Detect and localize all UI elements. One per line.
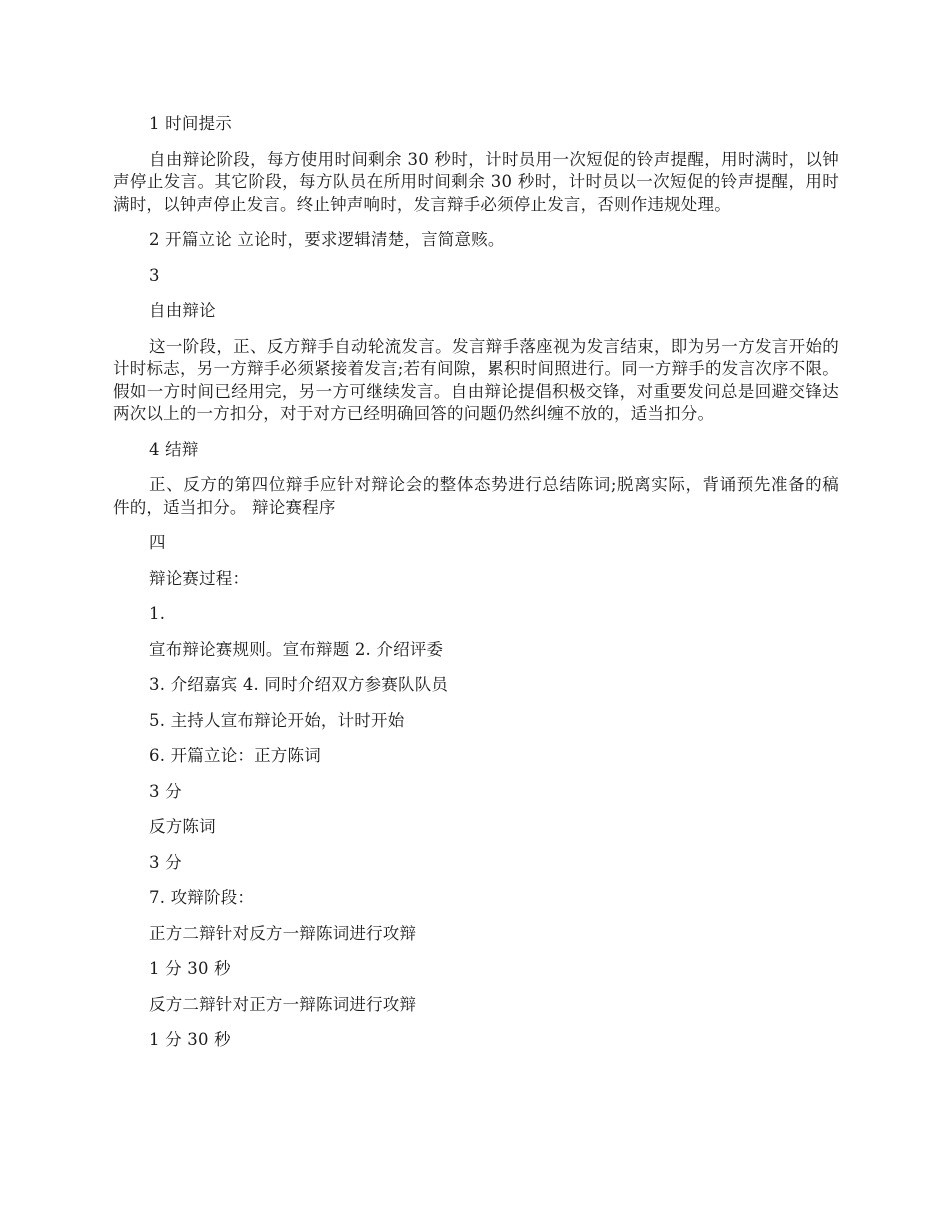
section-number-3: 3 [149, 265, 160, 285]
list-item-negative-second: 反方二辩针对正方一辩陈词进行攻辩 [149, 994, 417, 1014]
list-item-negative-statement: 反方陈词 [149, 817, 216, 836]
list-item-host-start: 5. 主持人宣布辩论开始，计时开始 [149, 710, 405, 730]
paragraph-free-debate-rules: 这一阶段，正、反方辩手自动轮流发言。发言辩手落座视为发言结束，即为另一方发言开始的计时标志，另一方辩手必须紧接着发言;若有间隙，累积时间照进行。同一方辩手的发言次序不限。假如一方时间已经用完，另一方可继续发言。自由辩论提倡积极交锋，对重要发问总是回避交锋达两次以上的一方扣分，对于对方已经明确回答的问题仍然纠缠不放的，适当扣分。 [113, 336, 839, 423]
section-number-4: 四 [149, 533, 166, 552]
list-item-opening-affirmative: 6. 开篇立论：正方陈词 [149, 746, 321, 765]
list-item-cross-examination: 7. 攻辩阶段： [149, 888, 255, 907]
document-body [113, 113, 839, 1052]
list-item-1: 1. [149, 604, 166, 623]
heading-free-debate: 自由辩论 [149, 301, 216, 320]
heading-time-prompt: 1 时间提示 [149, 114, 232, 133]
duration-affirmative-opening: 3 分 [149, 781, 182, 801]
list-item-announce-rules: 宣布辩论赛规则。宣布辩题 2. 介绍评委 [149, 639, 444, 659]
list-item-introduce-guests: 3. 介绍嘉宾 4. 同时介绍双方参赛队队员 [149, 675, 449, 694]
duration-negative-opening: 3 分 [149, 852, 182, 872]
paragraph-opening-statement: 2 开篇立论 立论时，要求逻辑清楚，言简意赅。 [149, 230, 505, 249]
paragraph-closing-rules: 正、反方的第四位辩手应针对辩论会的整体态势进行总结陈词;脱离实际，背诵预先准备的稿件的，适当扣分。 辩论赛程序 [113, 475, 839, 517]
duration-negative-second: 1 分 30 秒 [149, 1030, 231, 1049]
duration-affirmative-second: 1 分 30 秒 [149, 959, 231, 978]
heading-closing: 4 结辩 [149, 439, 199, 459]
heading-debate-process: 辩论赛过程： [149, 568, 250, 588]
paragraph-time-rules: 自由辩论阶段，每方使用时间剩余 30 秒时，计时员用一次短促的铃声提醒，用时满时，以钟声停止发言。其它阶段，每方队员在所用时间剩余 30 秒时，计时员以一次短促的铃声提醒，用时满时，以钟声停止发言。终止钟声响时，发言辩手必须停止发言，否则作违规处理。 [113, 149, 839, 214]
list-item-affirmative-second: 正方二辩针对反方一辩陈词进行攻辩 [149, 923, 417, 943]
